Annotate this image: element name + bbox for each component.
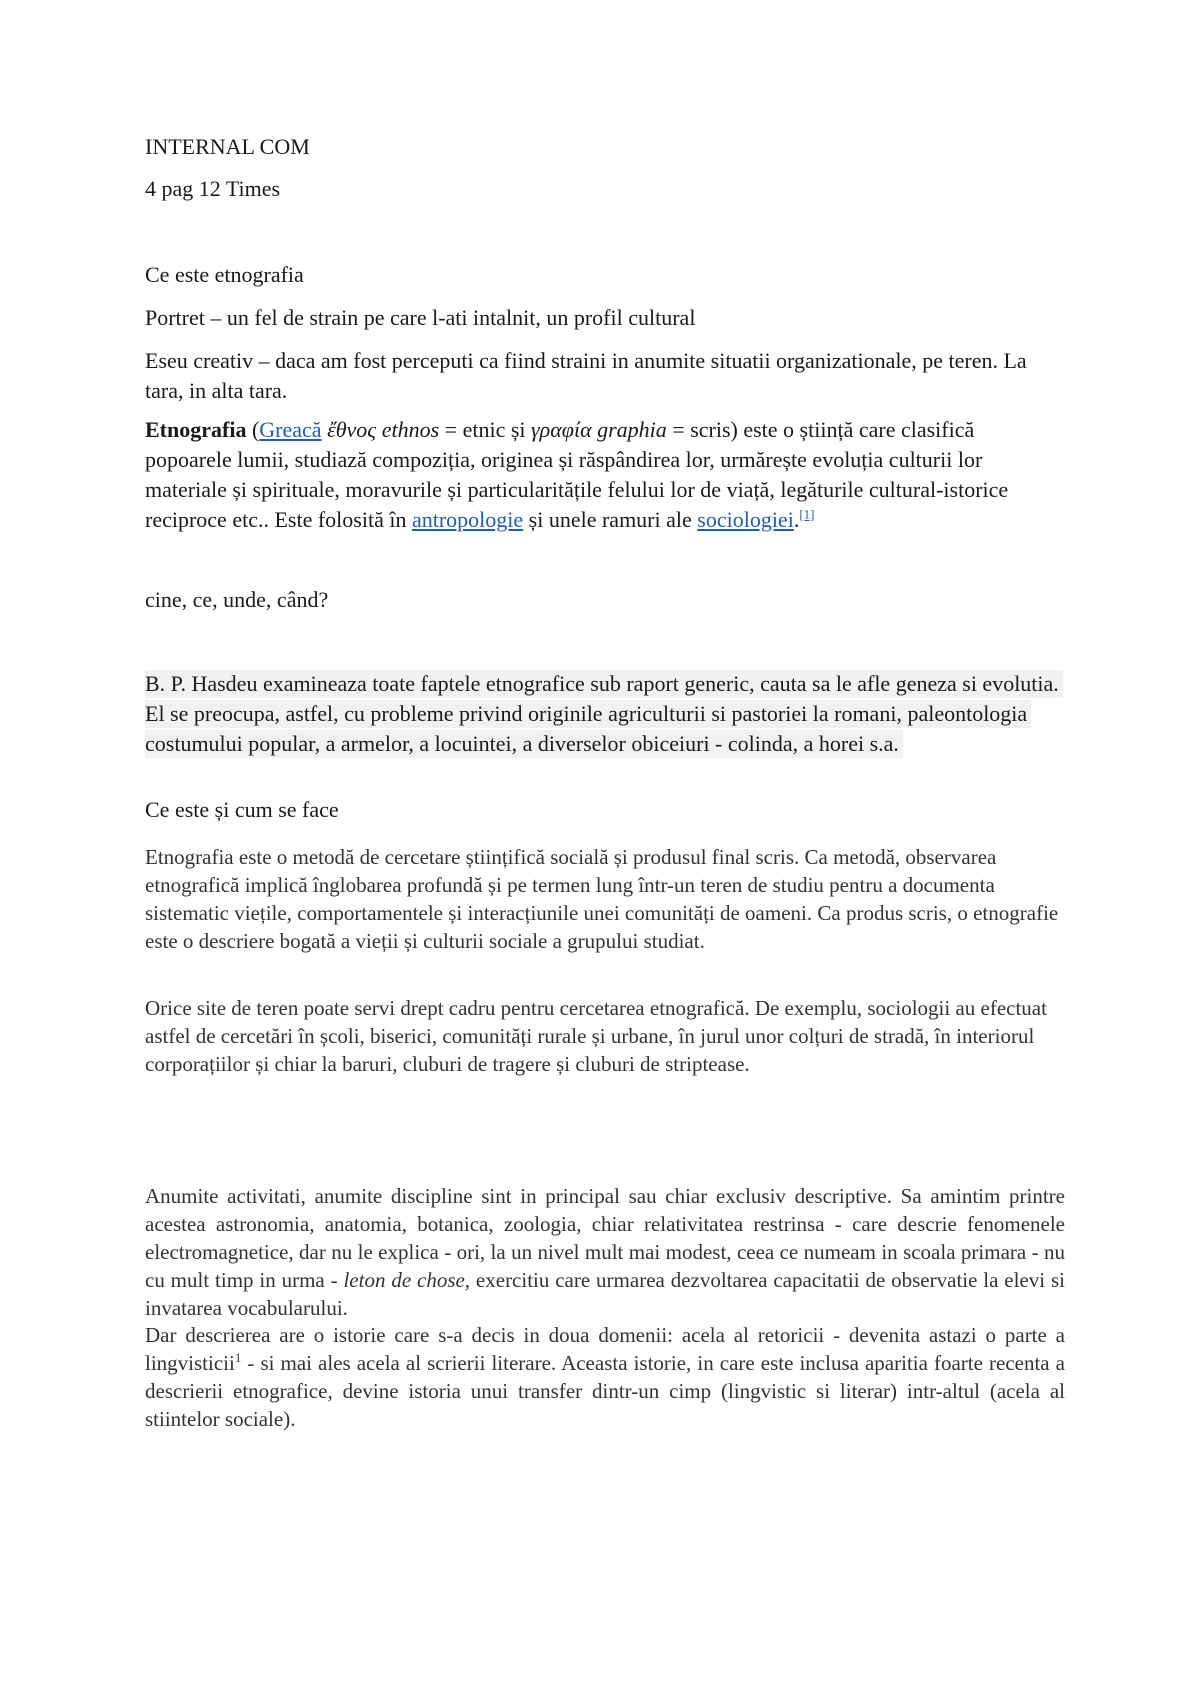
doc-title: INTERNAL COM — [145, 134, 310, 159]
highlighted-quote: B. P. Hasdeu examineaza toate faptele etnografice sub raport generic, cauta sa le afle geneza si evolutia. El se preocupa, astfel, cu probleme privind originile agriculturii si pastoriei la romani, paleontologia costumului popular, a armelor, a locuintei, a diverselor obiceiuri - colinda, a horei s.a. — [145, 670, 1063, 758]
link-sociologiei[interactable]: sociologiei — [697, 507, 794, 532]
definition-paragraph: Etnografia (Greacă ἔθνος ethnos = etnic și γραφία graphia = scris) este o știință care clasifică popoarele lumii, studiază compoziția, originea și răspândirea lor, urmărește evoluția culturii lor materiale și spirituale, moravurile și particularitățile felului lor de viață, legăturile cultural-istorice reciproce etc.. Este folosită în antropologie și unele ramuri ale sociologiei.[1] — [145, 417, 1009, 532]
paragraph-sites: Orice site de teren poate servi drept cadru pentru cercetarea etnografică. De exemplu, sociologii au efectuat astfel de cercetări în școli, biserici, comunități rurale și urbane, în jurul unor colțuri de stradă, în interiorul corporațiilor și chiar la baruri, cluburi de tragere și cluburi de striptease. — [145, 996, 1047, 1076]
greek-ethnos: ἔθνος ethnos — [321, 417, 440, 442]
topic-1: Ce este etnografia — [145, 262, 304, 287]
link-antropologie[interactable]: antropologie — [411, 507, 524, 532]
topic-2: Portret – un fel de strain pe care l-ati intalnit, un profil cultural — [145, 305, 696, 330]
definition-term: Etnografia — [145, 417, 247, 442]
hasdeu-paragraph — [145, 669, 1065, 759]
question-line: cine, ce, unde, când? — [145, 587, 329, 612]
doc-subtitle: 4 pag 12 Times — [145, 176, 281, 201]
italic-phrase: leton de chose, — [343, 1268, 471, 1292]
section-heading: Ce este și cum se face — [145, 797, 339, 822]
paragraph-method: Etnografia este o metodă de cercetare științifică socială și produsul final scris. Ca metodă, observarea etnografică implică înglobarea profundă și pe termen lung într-un teren de studiu pentru a documenta sistematic viețile, comportamentele și interacțiunile unei comunități de oameni. Ca produs scris, o etnografie este o descriere bogată a vieții și culturii sociale a grupului studiat. — [145, 845, 1059, 953]
paragraph-history: Dar descrierea are o istorie care s-a decis in doua domenii: acela al retoricii - devenita astazi o parte a lingvisticii$^1$ - si mai ales acela al scrierii literare. Aceasta istorie, in care este inclusa aparitia foarte recenta a descrierii etnografice, devine istoria unui transfer dintr-un cimp (lingvistic si literar) intr-altul (acela al stiintelor sociale). — [145, 1323, 1065, 1431]
footnote-marker: 1 — [234, 1350, 242, 1365]
paragraph-description: Anumite activitati, anumite discipline sint in principal sau chiar exclusiv descriptive. Sa amintim printre acestea astronomia, anatomia, botanica, zoologia, chiar relativitatea restrinsa - care descrie fenomenele electromagnetice, dar nu le explica - ori, la un nivel mult mai modest, ceea ce numeam in scoala primara - nu cu mult timp in urma - leton de chose, exercitiu care urmarea dezvoltarea capacitatii de observatie la elevi si invatarea vocabularului. — [145, 1184, 1065, 1320]
reference-link-1[interactable]: [1] — [799, 506, 815, 522]
link-greaca[interactable]: Greacă — [259, 417, 322, 442]
greek-graphia: γραφία graphia — [531, 417, 667, 442]
topic-3: Eseu creativ – daca am fost perceputi ca fiind straini in anumite situatii organizationale, pe teren. La tara, in alta tara. — [145, 348, 1027, 403]
